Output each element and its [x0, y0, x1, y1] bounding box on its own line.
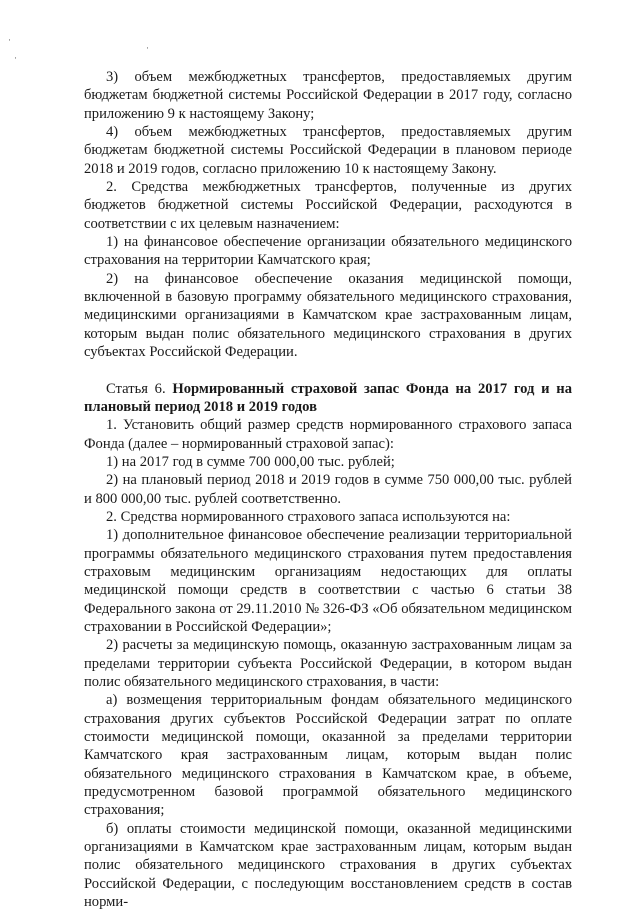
article-heading	[84, 380, 572, 417]
paragraph-3: 2. Средства межбюджетных трансфертов, полученные из других бюджетов бюджетной системы Российской Федерации, расходуются в соответствии с их целевым назначением:	[84, 179, 572, 232]
paragraph-5: 2) на финансовое обеспечение оказания медицинской помощи, включенной в базовую программу обязательного медицинского страхования, медицинскими организациями в Камчатском крае застрахованным лицам, которым выдан полис обязательного медицинского страхования в других субъектах Российской Федерации.	[84, 270, 572, 361]
paragraph-11: 1) дополнительное финансовое обеспечение реализации территориальной программы обязательного медицинского страхования путем предоставления страховым медицинским организациям недостающих для оплаты медицинской помощи средств в соответствии с частью 6 статьи 38 Федерального закона от 29.11.2010 № 326-ФЗ «Об обязательном медицинском страховании в Российской Федерации»;	[84, 527, 572, 635]
document-page	[84, 68, 572, 911]
paragraph-13: а) возмещения территориальным фондам обязательного медицинского страхования других субъектов Российской Федерации затрат по оплате стоимости медицинской помощи, оказанной за пределами территории Камчатского края застрахованным лицам, которым выдан полис обязательного медицинского страхования в Камчатском крае, в объеме, предусмотренном базовой программой обязательного медицинского страхования;	[84, 692, 572, 819]
paragraph-14: б) оплаты стоимости медицинской помощи, оказанной медицинскими организациями в Камчатском крае застрахованным лицам, которым выдан полис обязательного медицинского страхования в других субъектах Российской Федерации, с последующим восстановлением средств в состав норми-	[84, 820, 572, 911]
paragraph-8: 1) на 2017 год в сумме 700 000,00 тыс. рублей;	[106, 453, 395, 470]
paragraph-9: 2) на плановый период 2018 и 2019 годов в сумме 750 000,00 тыс. рублей и 800 000,00 тыс. рублей соответственно.	[84, 472, 572, 507]
paragraph-12: 2) расчеты за медицинскую помощь, оказанную застрахованным лицам за пределами территории субъекта Российской Федерации, в котором выдан полис обязательного медицинского страхования, в части:	[84, 637, 572, 690]
scan-speck: ·	[8, 35, 11, 45]
scan-speck: ·	[146, 43, 149, 53]
paragraph-10: 2. Средства нормированного страхового запаса используются на:	[106, 508, 511, 525]
article-number: Статья 6.	[106, 380, 173, 397]
paragraph-2: 4) объем межбюджетных трансфертов, предоставляемых другим бюджетам бюджетной системы Российской Федерации в плановом периоде 2018 и 2019 годов, согласно приложению 10 к настоящему Закону.	[84, 124, 572, 177]
article-title: Нормированный страховой запас Фонда на 2017 год и на плановый период 2018 и 2019 годов	[84, 380, 573, 415]
paragraph-1: 3) объем межбюджетных трансфертов, предоставляемых другим бюджетам бюджетной системы Российской Федерации в 2017 году, согласно приложению 9 к настоящему Закону;	[84, 69, 572, 122]
scan-speck: ·	[14, 53, 17, 63]
paragraph-4: 1) на финансовое обеспечение организации обязательного медицинского страхования на территории Камчатского края;	[84, 234, 572, 269]
paragraph-7: 1. Установить общий размер средств нормированного страхового запаса Фонда (далее – нормированный страховой запас):	[84, 417, 572, 452]
